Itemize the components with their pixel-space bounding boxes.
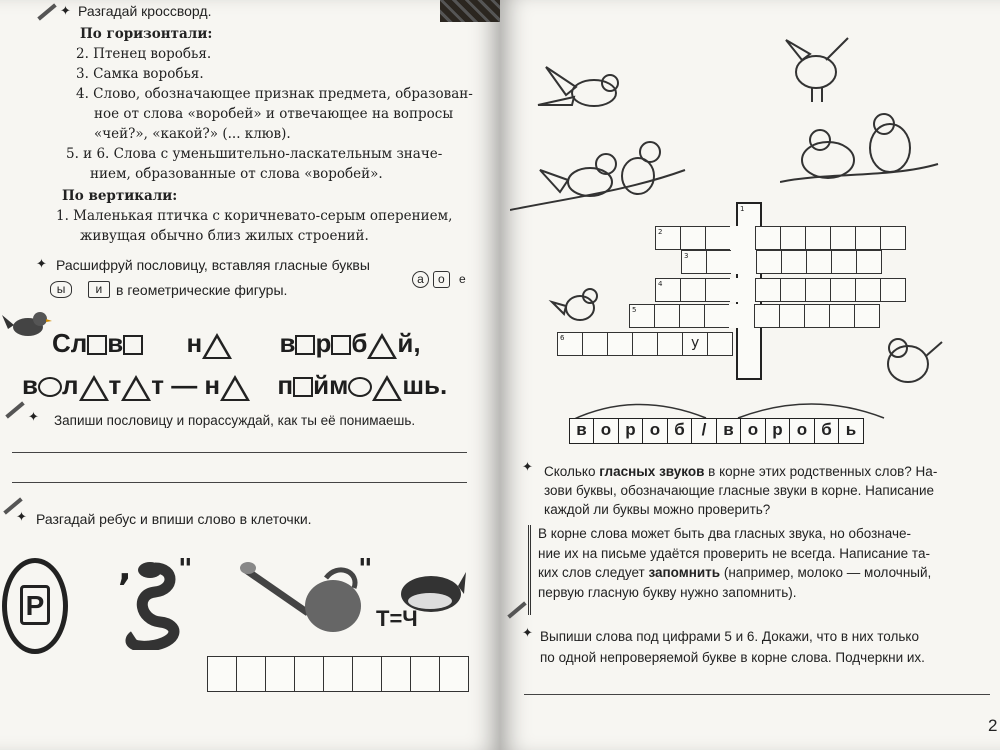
bird-icon (2, 305, 52, 345)
horizontal-header: По горизонтали: (80, 26, 213, 42)
crossword-row-6[interactable]: 6 у (558, 332, 733, 356)
proverb-line-2: в л т т — н п йм шь. (22, 370, 448, 400)
right-page (500, 0, 1000, 750)
pencil-icon (507, 601, 526, 618)
clue-h4-cont2: «чей?», «какой?» (... клюв). (94, 126, 291, 142)
crossword-column-1[interactable]: 1 (736, 202, 762, 380)
clue-v1: 1. Маленькая птичка с коричневато-серым оперением, (56, 208, 453, 224)
star-bullet-icon: ✦ (16, 510, 27, 525)
chick-icon (876, 332, 946, 392)
star-bullet-icon: ✦ (36, 257, 47, 272)
rule-text: В корне слова может быть два гласных звука, но обозначе- ние их на письме удаётся проверить не всегда. Написание та- ких слов следует запомнить (например, молоко — молочный, первую гласную букву нужно запомнить). (538, 526, 932, 600)
proverb-line-1: Сл в н в р б й, (52, 328, 421, 358)
word-vorob-boxes: в о р о б / в о р о б ь (570, 418, 864, 444)
vowel-set: а о е (412, 270, 471, 289)
clue-h4: 4. Слово, обозначающее признак предмета, образован- (76, 86, 473, 102)
task-rebus-title: Разгадай ребус и впиши слово в клеточки. (36, 511, 312, 527)
rule-marker (528, 525, 531, 615)
clue-h56-cont: нием, образованные от слова «воробей». (90, 166, 383, 182)
pencil-icon (37, 3, 56, 20)
rebus-quote: " (178, 552, 193, 585)
flying-bird-icon (536, 55, 626, 125)
clue-h4-cont: ное от слова «воробей» и отвечающее на вопросы (94, 106, 454, 122)
clue-h56: 5. и 6. Слова с уменьшительно-ласкательным значе- (66, 146, 443, 162)
star-bullet-icon: ✦ (522, 626, 533, 641)
pencil-icon (5, 401, 24, 418)
crossword-row-3[interactable]: 3 (682, 250, 882, 274)
watering-can-icon (238, 558, 368, 638)
background-fabric (440, 0, 500, 22)
birds-on-branch-icon (510, 130, 690, 220)
task-write-words: Выпиши слова под цифрами 5 и 6. Докажи, что в них только по одной непроверяемой букве в корне слова. Подчеркни их. (540, 629, 925, 665)
task-write-proverb: Запиши пословицу и порассуждай, как ты её понимаешь. (54, 413, 416, 428)
task-proverb-text: Расшифруй пословицу, вставляя гласные буквы (56, 257, 370, 273)
page-number: 2 (988, 716, 998, 735)
rebus-comma: , (118, 548, 132, 589)
question-vowels: Сколько гласных звуков в корне этих родственных слов? На- зови буквы, обозначающие гласные звуки в корне. Написание каждой ли буквы можно проверить? (544, 464, 938, 517)
rebus-quote-2: " (358, 552, 373, 585)
answer-line[interactable] (524, 694, 990, 695)
clue-h2: 2. Птенец воробья. (76, 46, 212, 62)
vowel-set-2: ы и (50, 280, 110, 298)
answer-line[interactable] (12, 452, 467, 453)
star-bullet-icon: ✦ (522, 460, 533, 475)
rebus-answer-cells[interactable] (208, 656, 469, 692)
task-proverb-text-2: в геометрические фигуры. (116, 282, 288, 298)
clue-v1-cont: живущая обычно близ жилых строений. (80, 228, 369, 244)
bird-icon (782, 30, 852, 110)
task-crossword-title: Разгадай кроссворд. (78, 3, 212, 19)
rebus-formula: Т=Ч (376, 606, 418, 631)
rebus-letter-frame (2, 558, 68, 654)
clue-h3: 3. Самка воробья. (76, 66, 204, 82)
star-bullet-icon: ✦ (60, 4, 71, 19)
crossword-row-2[interactable]: 2 (656, 226, 906, 250)
chicks-nest-icon (780, 112, 940, 202)
crossword-row-5[interactable]: 5 (630, 304, 880, 328)
rebus-letter: Р (20, 585, 50, 625)
crossword-row-4[interactable]: 4 (656, 278, 906, 302)
chick-icon (548, 282, 608, 332)
vertical-header: По вертикали: (62, 188, 178, 204)
answer-line[interactable] (12, 482, 467, 483)
star-bullet-icon: ✦ (28, 410, 39, 425)
